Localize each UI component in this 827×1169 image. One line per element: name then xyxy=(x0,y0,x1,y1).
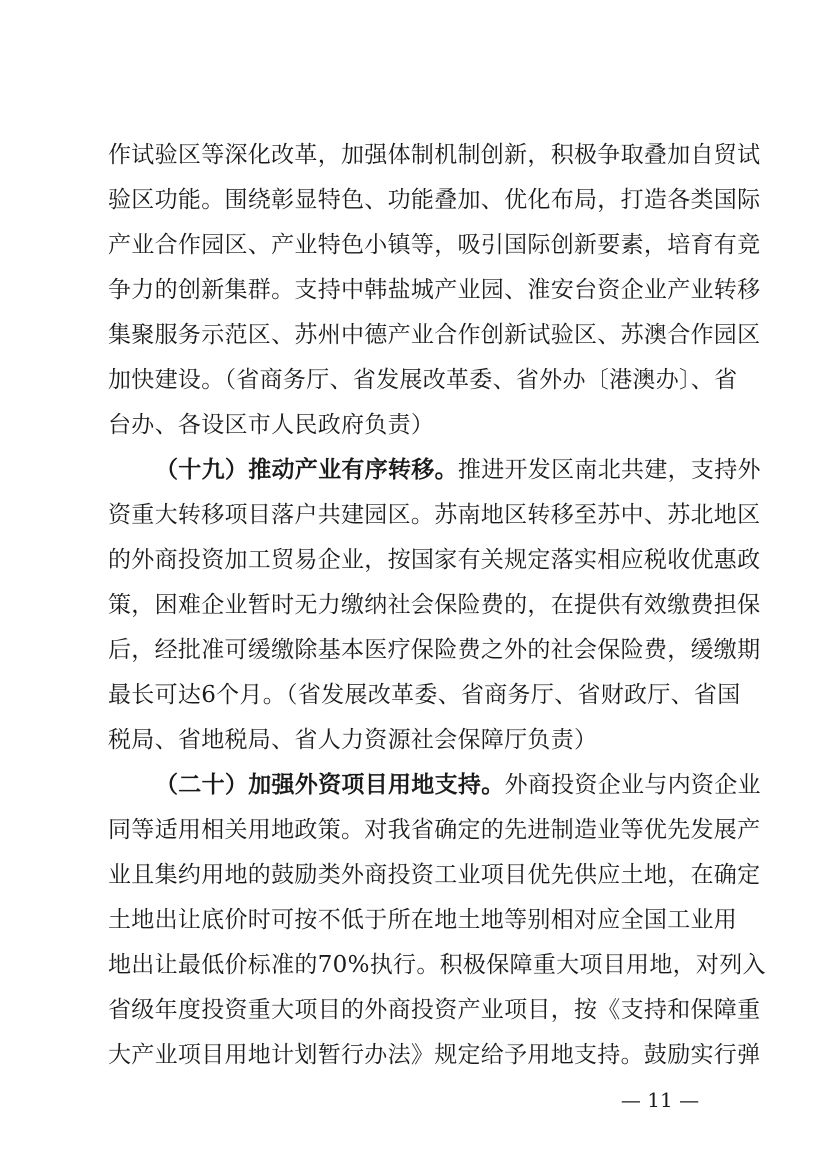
text-line: 加快建设。（省商务厅、省发展改革委、省外办〔港澳办〕、省 xyxy=(108,367,738,393)
text-line: 税局、省地税局、省人力资源社会保障厅负责） xyxy=(108,727,598,753)
item-19-first-line-text: 推进开发区南北共建，支持外 xyxy=(457,457,761,483)
item-20-heading: （二十）加强外资项目用地支持。 xyxy=(155,771,505,798)
item-20-first-line-text: 外商投资企业与内资企业 xyxy=(504,772,761,798)
text-line: 产业合作园区、产业特色小镇等，吸引国际创新要素，培育有竞 xyxy=(108,232,761,258)
text-line: 作试验区等深化改革，加强体制机制创新，积极争取叠加自贸试 xyxy=(108,142,761,168)
text-line: 大产业项目用地计划暂行办法》规定给予用地支持。鼓励实行弹 xyxy=(108,1042,761,1068)
text-line: 地出让最低价标准的70%执行。积极保障重大项目用地，对列入 xyxy=(108,952,766,978)
text-line: 土地出让底价时可按不低于所在地土地等别相对应全国工业用 xyxy=(108,907,738,933)
text-line: 最长可达6个月。（省发展改革委、省商务厅、省财政厅、省国 xyxy=(108,682,741,708)
item-19-heading: （十九）推动产业有序转移。 xyxy=(155,456,458,483)
text-line: 的外商投资加工贸易企业，按国家有关规定落实相应税收优惠政 xyxy=(108,547,761,573)
text-line: 策，困难企业暂时无力缴纳社会保险费的，在提供有效缴费担保 xyxy=(108,592,761,618)
text-line: 资重大转移项目落户共建园区。苏南地区转移至苏中、苏北地区 xyxy=(108,502,761,528)
text-line: 台办、各设区市人民政府负责） xyxy=(108,412,435,438)
page-number: — 11 — xyxy=(620,1088,700,1112)
text-line: 验区功能。围绕彰显特色、功能叠加、优化布局，打造各类国际 xyxy=(108,187,761,213)
item-20-first-line xyxy=(155,767,761,803)
text-line: 后，经批准可缓缴除基本医疗保险费之外的社会保险费，缓缴期 xyxy=(108,637,761,663)
text-line: 争力的创新集群。支持中韩盐城产业园、淮安台资企业产业转移 xyxy=(108,277,761,303)
text-line: 业且集约用地的鼓励类外商投资工业项目优先供应土地，在确定 xyxy=(108,862,761,888)
text-line: 省级年度投资重大项目的外商投资产业项目，按《支持和保障重 xyxy=(108,997,761,1023)
item-19-first-line xyxy=(155,452,761,488)
text-line: 同等适用相关用地政策。对我省确定的先进制造业等优先发展产 xyxy=(108,817,761,843)
text-line: 集聚服务示范区、苏州中德产业合作创新试验区、苏澳合作园区 xyxy=(108,322,761,348)
